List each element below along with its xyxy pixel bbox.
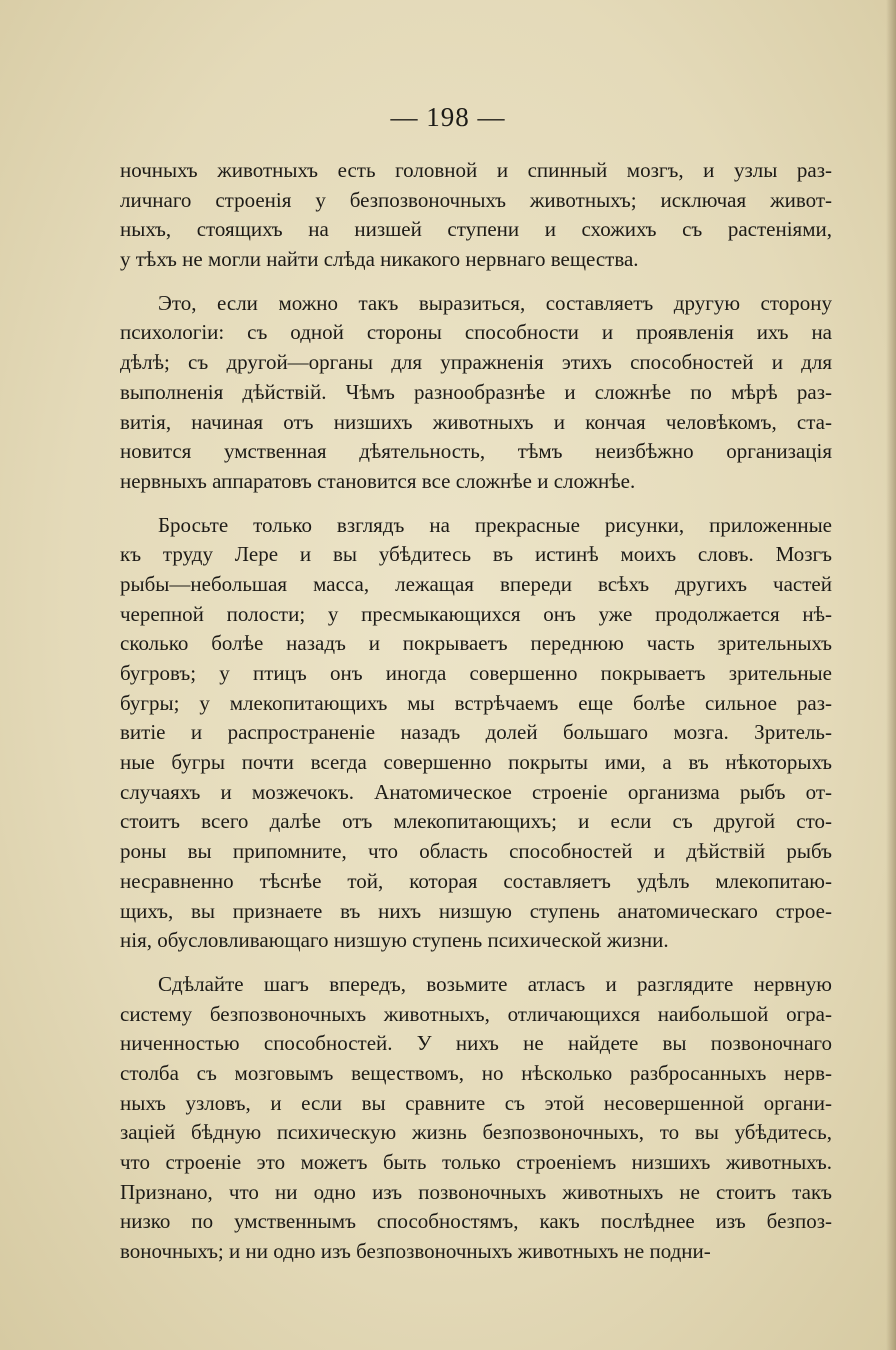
text-line: ныхъ, стоящихъ на низшей ступени и схожихъ съ растеніями, — [120, 217, 832, 242]
text-line: Бросьте только взглядъ на прекрасные рисунки, приложенные — [158, 512, 832, 537]
text-line: щихъ, вы признаете въ нихъ низшую ступень анатомическаго строе- — [120, 898, 832, 923]
text-line: случаяхъ и мозжечокъ. Анатомическое строеніе организма рыбъ от- — [120, 779, 832, 804]
page-number: — 198 — — [390, 102, 506, 132]
text-line: несравненно тѣснѣе той, которая составляетъ удѣлъ млекопитаю- — [120, 868, 832, 893]
text-line: заціей бѣдную психическую жизнь безпозвоночныхъ, то вы убѣдитесь, — [120, 1120, 832, 1145]
body-text — [120, 156, 832, 1281]
text-line: витія, начиная отъ низшихъ животныхъ и кончая человѣкомъ, ста- — [120, 409, 832, 434]
text-line: Сдѣлайте шагъ впередъ, возьмите атласъ и разглядите нервную — [158, 971, 832, 996]
text-line: рыбы—небольшая масса, лежащая впереди всѣхъ другихъ частей — [120, 571, 832, 596]
text-line: систему безпозвоночныхъ животныхъ, отличающихся наибольшой огра- — [120, 1001, 832, 1026]
text-line: бугры; у млекопитающихъ мы встрѣчаемъ еще болѣе сильное раз- — [120, 690, 832, 715]
page-edge-shadow — [886, 0, 896, 1350]
text-line: воночныхъ; и ни одно изъ безпозвоночныхъ животныхъ не подни- — [120, 1239, 711, 1264]
paragraph-2 — [120, 289, 832, 497]
text-line: витіе и распространеніе назадъ долей большаго мозга. Зритель- — [120, 720, 832, 745]
paragraph-4 — [120, 970, 832, 1267]
text-line: психологіи: съ одной стороны способности и проявленія ихъ на — [120, 320, 832, 345]
text-line: роны вы припомните, что область способностей и дѣйствій рыбъ — [120, 839, 832, 864]
text-line: ныхъ узловъ, и если вы сравните съ этой несовершенной органи- — [120, 1090, 832, 1115]
text-line: у тѣхъ не могли найти слѣда никакого нервнаго вещества. — [120, 247, 639, 272]
text-line: Это, если можно такъ выразиться, составляетъ другую сторону — [158, 290, 832, 315]
text-line: нервныхъ аппаратовъ становится все сложнѣе и сложнѣе. — [120, 468, 636, 493]
text-line: ниченностью способностей. У нихъ не найдете вы позвоночнаго — [120, 1031, 832, 1056]
paragraph-1 — [120, 156, 832, 275]
text-line: выполненія дѣйствій. Чѣмъ разнообразнѣе и сложнѣе по мѣрѣ раз- — [120, 379, 832, 404]
text-line: ные бугры почти всегда совершенно покрыты ими, а въ нѣкоторыхъ — [120, 750, 832, 775]
text-line: сколько болѣе назадъ и покрываетъ переднюю часть зрительныхъ — [120, 631, 832, 656]
text-line: ночныхъ животныхъ есть головной и спинный мозгъ, и узлы раз- — [120, 158, 832, 182]
text-line: новится умственная дѣятельность, тѣмъ неизбѣжно организація — [120, 439, 832, 464]
text-line: низко по умственнымъ способностямъ, какъ послѣднее изъ безпоз- — [120, 1209, 832, 1234]
text-line: Признано, что ни одно изъ позвоночныхъ животныхъ не стоитъ такъ — [120, 1179, 832, 1204]
text-line: черепной полости; у пресмыкающихся онъ уже продолжается нѣ- — [120, 601, 832, 626]
text-line: что строеніе это можетъ быть только строеніемъ низшихъ животныхъ. — [120, 1150, 832, 1174]
text-line: къ труду Лере и вы убѣдитесь въ истинѣ моихъ словъ. Мозгъ — [120, 542, 832, 567]
paragraph-3 — [120, 511, 832, 956]
text-line: дѣлѣ; съ другой—органы для упражненія этихъ способностей и для — [120, 350, 832, 375]
text-line: бугровъ; у птицъ онъ иногда совершенно покрываетъ зрительные — [120, 661, 832, 685]
text-line: личнаго строенія у безпозвоночныхъ животныхъ; исключая живот- — [120, 187, 832, 212]
text-line: столба съ мозговымъ веществомъ, но нѣсколько разбросанныхъ нерв- — [120, 1060, 832, 1085]
text-line: нія, обусловливающаго низшую ступень психической жизни. — [120, 928, 669, 953]
text-line: стоитъ всего далѣе отъ млекопитающихъ; и если съ другой сто- — [120, 809, 832, 834]
